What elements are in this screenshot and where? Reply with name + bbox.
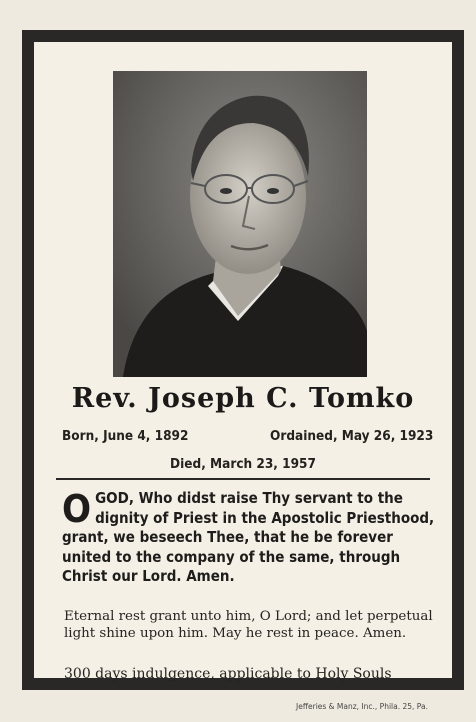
indulgence-note: 300 days indulgence, applicable to Holy Souls [64, 666, 392, 682]
prayer-dropcap: O [62, 487, 92, 531]
priest-name: Rev. Joseph C. Tomko [71, 383, 415, 414]
prayer-text: GOD, Who didst raise Thy servant to the dignity of Priest in the Apostolic Priesthood, grant, we beseech Thee, that he be forever united to the company of the same, through Christ our Lord. Amen. [62, 489, 435, 586]
birth-date: Born, June 4, 1892 [62, 428, 189, 444]
portrait-photo [113, 71, 367, 377]
death-date: Died, March 23, 1957 [170, 456, 316, 472]
eternal-rest-prayer: Eternal rest grant unto him, O Lord; and let perpetual light shine upon him. May he rest in peace. Amen. [64, 609, 433, 641]
prayer-paragraph [62, 489, 438, 587]
ordination-date: Ordained, May 26, 1923 [270, 428, 434, 444]
printer-credit: Jefferies & Manz, Inc., Phila. 25, Pa. [296, 702, 428, 711]
divider [56, 478, 430, 480]
